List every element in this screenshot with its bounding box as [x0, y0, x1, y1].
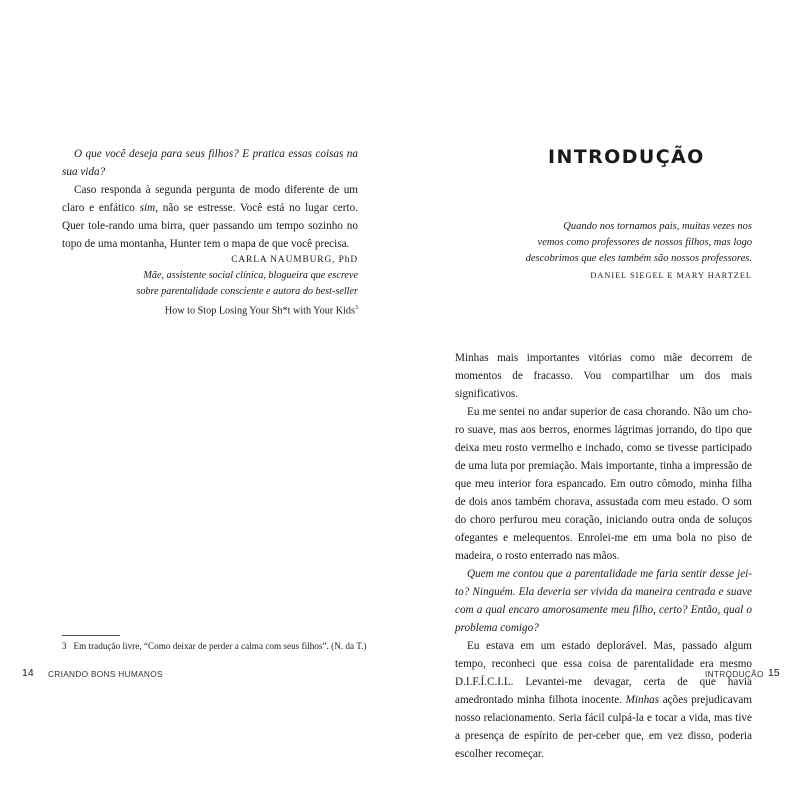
- footnote-ref: 3: [355, 305, 358, 311]
- author-name: CARLA NAUMBURG, PhD: [231, 255, 358, 265]
- page-number-left: 14: [22, 667, 34, 679]
- body-paragraph-2: Eu me sentei no andar superior de casa chorando. Não um cho-ro suave, mas aos berros, enormes lágrimas jorrando, do tipo que deixa meu rosto vermelho e inchado, como se tivesse participado de uma luta por premiação. Mais importante, tinha a impressão de que meu interior fora espancado. Em outro cômodo, minha filha de dois anos também chorava, assustada com meu estado. O som do choro perfurou meu coração, iniciando outra onda de soluços ofegantes e melequentos. Enrolei-me em uma bola no piso de madeira, o rosto enterrado nas mãos.: [455, 406, 752, 562]
- epigraph-line-3: descobrimos que eles também são nossos professores.: [525, 253, 752, 264]
- page-number-right: 15: [768, 667, 780, 679]
- testimonial-question: O que você deseja para seus filhos? E pratica essas coisas na sua vida?: [62, 148, 358, 178]
- author-book: How to Stop Losing Your Sh*t with Your Kids$^3$: [164, 305, 358, 317]
- epigraph-author: DANIEL SIEGEL E MARY HARTZEL: [590, 271, 752, 280]
- chapter-title: INTRODUÇÃO: [548, 146, 705, 168]
- right-page: [400, 0, 800, 800]
- body-paragraph-1: Minhas mais importantes vitórias como mãe decorrem de momentos de fracasso. Vou compartilhar um dos mais significativos.: [455, 352, 752, 400]
- testimonial-author: [62, 253, 358, 319]
- author-description-2: sobre parentalidade consciente e autora do best-seller: [136, 286, 358, 297]
- author-description-1: Mãe, assistente social clínica, blogueira que escreve: [143, 270, 358, 281]
- testimonial-paragraph: Caso responda à segunda pergunta de modo diferente de um claro e enfático sim, não se estresse. Você está no lugar certo. Quer tole-rando uma birra, quer passando um tempo sozinho no topo de uma montanha, Hunter tem o mapa de que você precisa.: [62, 184, 358, 250]
- footnote: 3 Em tradução livre, “Como deixar de perder a calma com seus filhos”. (N. da T.): [62, 641, 367, 651]
- testimonial: [62, 145, 358, 253]
- epigraph: [448, 219, 752, 284]
- chapter-body: [455, 349, 752, 763]
- body-paragraph-3: Quem me contou que a parentalidade me faria sentir desse jei-to? Ninguém. Ela deveria ser vivida da maneira centrada e suave com a qual encaro amorosamente meu filho, certo? Então, qual o problema comigo?: [455, 568, 752, 634]
- body-paragraph-4: Eu estava em um estado deplorável. Mas, passado algum tempo, reconheci que essa coisa de parentalidade era mesmo D.I.F.Í.C.I.L. Levantei-me devagar, certa de que havia amedrontado minha filhota inocente. Minhas ações prejudicavam nosso relacionamento. Seria fácil culpá-la e tocar a vida, mas tive a presença de espírito de per-ceber que, em vez disso, poderia escolher recomeçar.: [455, 640, 752, 760]
- epigraph-line-1: Quando nos tornamos pais, muitas vezes nos: [563, 221, 752, 232]
- running-head-right: INTRODUÇÃO: [705, 669, 764, 679]
- footnote-rule: [62, 635, 120, 636]
- running-head-left: CRIANDO BONS HUMANOS: [48, 669, 163, 679]
- epigraph-line-2: vemos como professores de nossos filhos, mas logo: [537, 237, 752, 248]
